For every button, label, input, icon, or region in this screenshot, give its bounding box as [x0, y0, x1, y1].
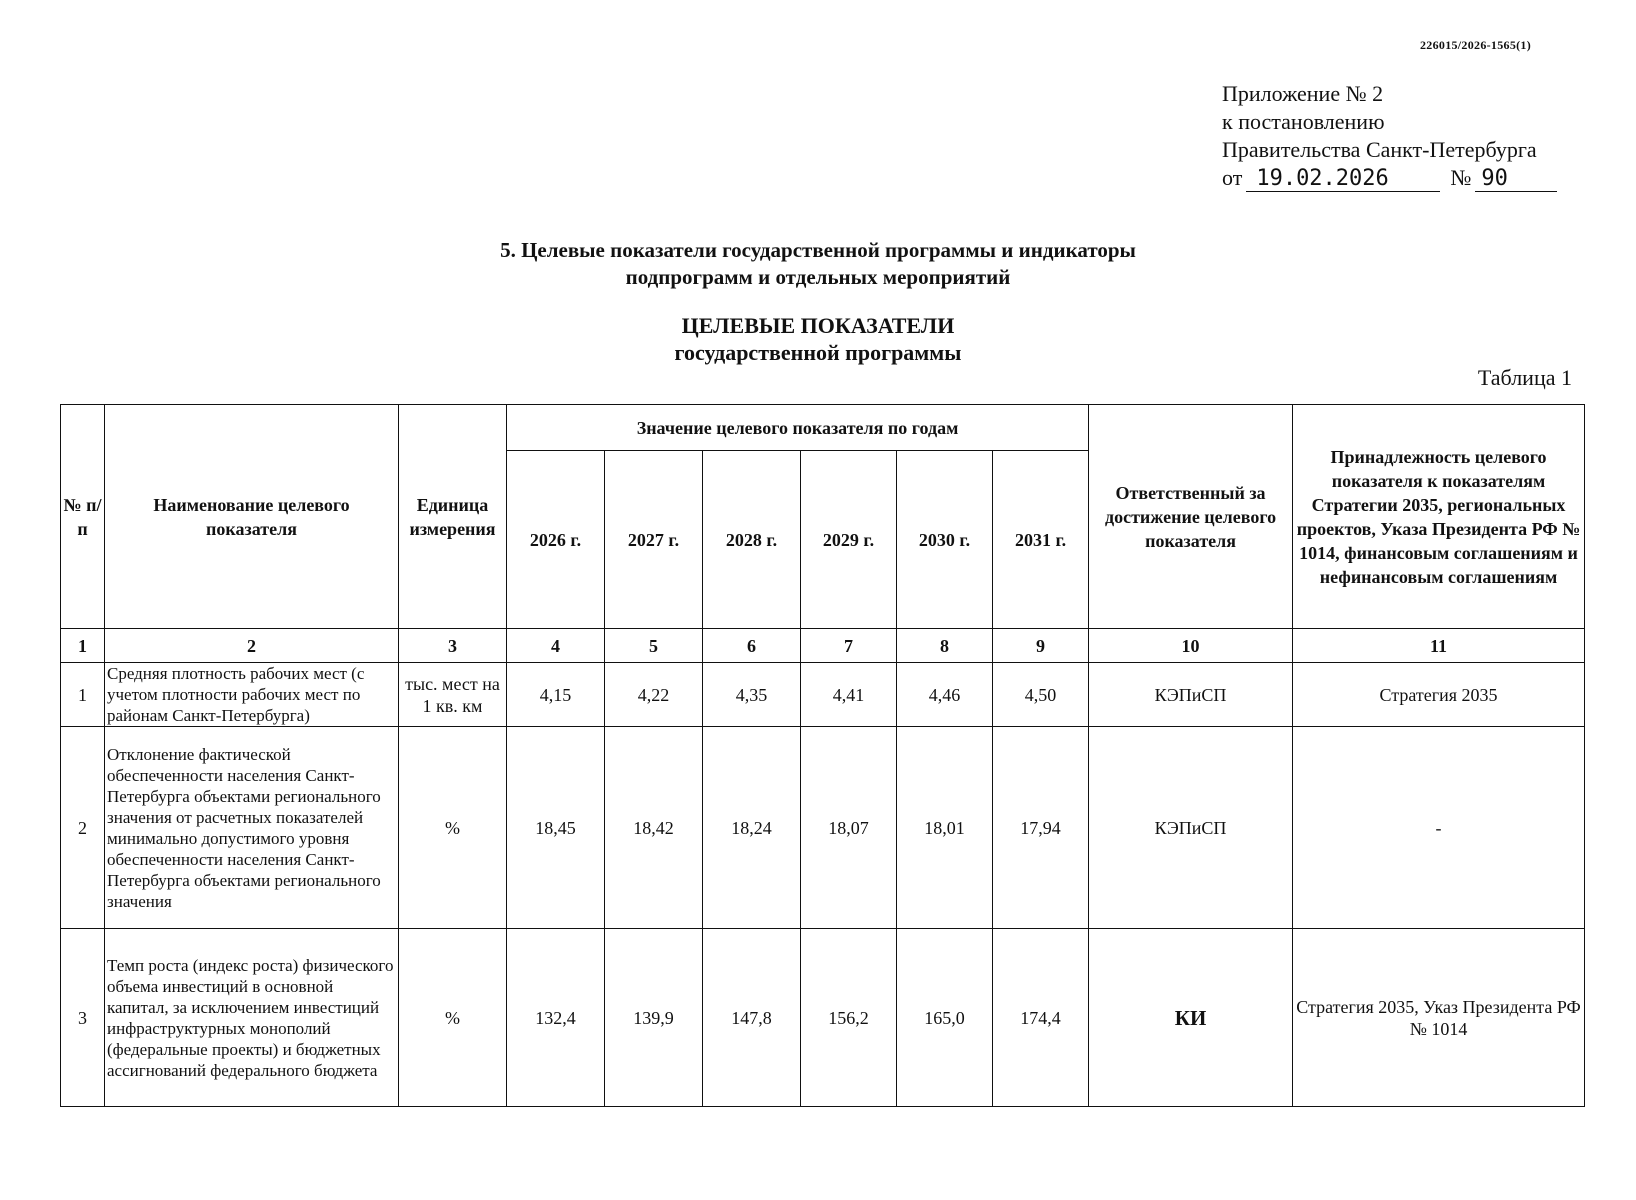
- row-responsible: КЭПиСП: [1089, 663, 1293, 727]
- row-value: 4,41: [801, 663, 897, 727]
- number-label: №: [1450, 165, 1472, 190]
- header-year: 2026 г.: [507, 451, 605, 629]
- row-num: 1: [61, 663, 105, 727]
- target-indicators-table: [60, 404, 1585, 1107]
- column-number: 1: [61, 629, 105, 663]
- decree-number: 90: [1475, 167, 1557, 192]
- column-number: 7: [801, 629, 897, 663]
- subtitle-line-1: ЦЕЛЕВЫЕ ПОКАЗАТЕЛИ: [681, 313, 955, 338]
- table-row: [61, 929, 1585, 1107]
- appendix-block: [1222, 80, 1582, 192]
- column-number: 2: [105, 629, 399, 663]
- row-value: 4,22: [605, 663, 703, 727]
- header-responsible: Ответственный за достижение целевого показателя: [1089, 405, 1293, 629]
- column-number: 3: [399, 629, 507, 663]
- table-subtitle: [0, 312, 1636, 366]
- row-value: 18,24: [703, 727, 801, 929]
- table-row: [61, 663, 1585, 727]
- row-responsible: КИ: [1089, 929, 1293, 1107]
- row-value: 4,15: [507, 663, 605, 727]
- row-belonging: -: [1293, 727, 1585, 929]
- row-value: 165,0: [897, 929, 993, 1107]
- header-year: 2029 г.: [801, 451, 897, 629]
- column-number: 10: [1089, 629, 1293, 663]
- row-value: 17,94: [993, 727, 1089, 929]
- row-value: 18,07: [801, 727, 897, 929]
- header-year: 2030 г.: [897, 451, 993, 629]
- appendix-line-2: к постановлению: [1222, 109, 1385, 134]
- row-num: 3: [61, 929, 105, 1107]
- row-value: 18,01: [897, 727, 993, 929]
- row-name: Темп роста (индекс роста) физического объема инвестиций в основной капитал, за исключением инвестиций инфраструктурных монополий (федеральные проекты) и бюджетных ассигнований федерального бюджета: [105, 929, 399, 1107]
- document-number: 226015/2026-1565(1): [1420, 38, 1532, 52]
- header-name: Наименование целевого показателя: [105, 405, 399, 629]
- row-value: 18,45: [507, 727, 605, 929]
- appendix-line-3: Правительства Санкт-Петербурга: [1222, 137, 1537, 162]
- header-unit: Единица измерения: [399, 405, 507, 629]
- section-title: [0, 237, 1636, 291]
- section-title-line-1: 5. Целевые показатели государственной программы и индикаторы: [500, 238, 1136, 262]
- appendix-line-1: Приложение № 2: [1222, 81, 1384, 106]
- column-number: 5: [605, 629, 703, 663]
- column-number: 4: [507, 629, 605, 663]
- row-unit: тыс. мест на 1 кв. км: [399, 663, 507, 727]
- from-label: от: [1222, 165, 1243, 190]
- row-value: 4,50: [993, 663, 1089, 727]
- header-year: 2028 г.: [703, 451, 801, 629]
- row-belonging: Стратегия 2035: [1293, 663, 1585, 727]
- row-name: Средняя плотность рабочих мест (с учетом плотности рабочих мест по районам Санкт-Петербурга): [105, 663, 399, 727]
- row-value: 132,4: [507, 929, 605, 1107]
- header-belonging: Принадлежность целевого показателя к показателям Стратегии 2035, региональных проектов, Указа Президента РФ № 1014, финансовым соглашениям и нефинансовым соглашениям: [1293, 405, 1585, 629]
- decree-date: 19.02.2026: [1246, 167, 1440, 192]
- row-value: 139,9: [605, 929, 703, 1107]
- header-num: № п/п: [61, 405, 105, 629]
- row-responsible: КЭПиСП: [1089, 727, 1293, 929]
- header-year: 2031 г.: [993, 451, 1089, 629]
- row-num: 2: [61, 727, 105, 929]
- row-value: 156,2: [801, 929, 897, 1107]
- row-value: 18,42: [605, 727, 703, 929]
- column-number: 8: [897, 629, 993, 663]
- header-year: 2027 г.: [605, 451, 703, 629]
- row-belonging: Стратегия 2035, Указ Президента РФ № 1014: [1293, 929, 1585, 1107]
- row-value: 4,35: [703, 663, 801, 727]
- column-number: 9: [993, 629, 1089, 663]
- row-value: 4,46: [897, 663, 993, 727]
- column-number: 6: [703, 629, 801, 663]
- header-values-group: Значение целевого показателя по годам: [507, 405, 1089, 451]
- section-title-line-2: подпрограмм и отдельных мероприятий: [625, 265, 1011, 289]
- row-value: 174,4: [993, 929, 1089, 1107]
- table-label: Таблица 1: [1477, 365, 1572, 390]
- column-number: 11: [1293, 629, 1585, 663]
- row-name: Отклонение фактической обеспеченности населения Санкт-Петербурга объектами регионального значения от расчетных показателей минимально допустимого уровня обеспеченности населения Санкт-Петербурга объектами регионального значения: [105, 727, 399, 929]
- row-unit: %: [399, 929, 507, 1107]
- table-row: [61, 727, 1585, 929]
- subtitle-line-2: государственной программы: [674, 340, 962, 365]
- row-unit: %: [399, 727, 507, 929]
- row-value: 147,8: [703, 929, 801, 1107]
- appendix-signature-line: [1222, 164, 1582, 192]
